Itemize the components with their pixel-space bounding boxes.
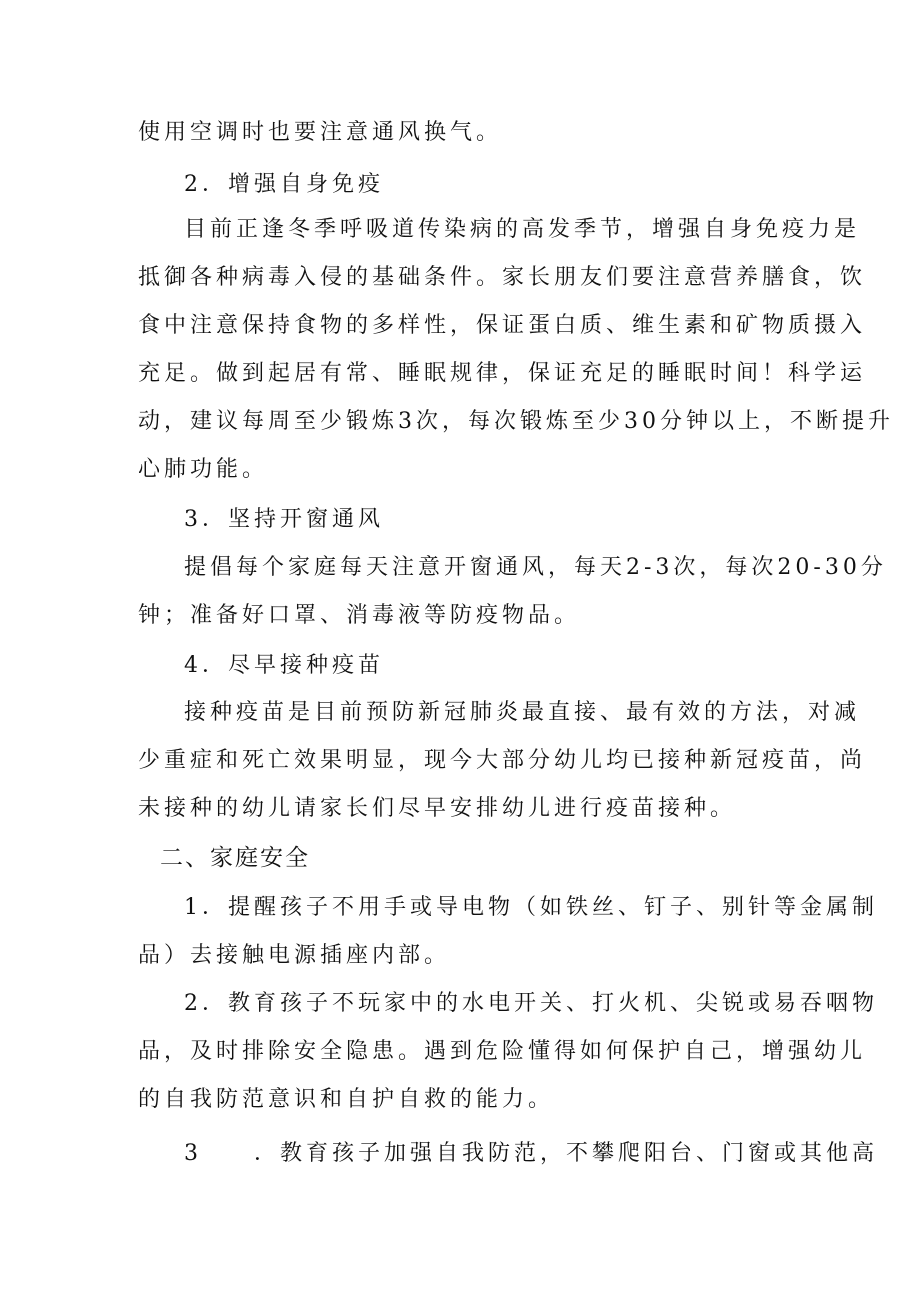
paragraph-line: 的自我防范意识和自护自救的能力。 [138,1087,555,1112]
paragraph-line: 目前正逢冬季呼吸道传染病的高发季节，增强自身免疫力是 [184,217,861,242]
paragraph-line: 提倡每个家庭每天注意开窗通风，每天2-3次，每次20-30分 [184,555,887,580]
paragraph-line: 充足。做到起居有常、睡眠规律，保证充足的睡眠时间！科学运 [138,361,867,386]
section-heading-immunity: 2．增强自身免疫 [184,172,384,197]
paragraph-line: 钟；准备好口罩、消毒液等防疫物品。 [138,603,581,628]
paragraph-line: 3 ．教育孩子加强自我防范，不攀爬阳台、门窗或其他高 [184,1141,878,1166]
paragraph-line: 心肺功能。 [138,457,269,482]
paragraph-line: 使用空调时也要注意通风换气。 [138,120,503,145]
paragraph-line: 抵御各种病毒入侵的基础条件。家长朋友们要注意营养膳食，饮 [138,265,867,290]
paragraph-line: 品）去接触电源插座内部。 [138,943,451,968]
paragraph-line: 食中注意保持食物的多样性，保证蛋白质、维生素和矿物质摄入 [138,313,867,338]
paragraph-line: 少重症和死亡效果明显，现今大部分幼儿均已接种新冠疫苗，尚 [138,748,867,773]
paragraph-line: 2．教育孩子不玩家中的水电开关、打火机、尖锐或易吞咽物 [184,991,878,1016]
section-heading-vaccine: 4．尽早接种疫苗 [184,653,384,678]
paragraph-line: 1．提醒孩子不用手或导电物（如铁丝、钉子、别针等金属制 [184,895,878,920]
paragraph-line: 未接种的幼儿请家长们尽早安排幼儿进行疫苗接种。 [138,796,737,821]
paragraph-line: 品，及时排除安全隐患。遇到危险懂得如何保护自己，增强幼儿 [138,1039,867,1064]
section-heading-ventilation: 3．坚持开窗通风 [184,507,384,532]
paragraph-line: 动，建议每周至少锻炼3次，每次锻炼至少30分钟以上，不断提升 [138,409,894,434]
chapter-heading-home-safety: 二、家庭安全 [160,845,310,871]
paragraph-line: 接种疫苗是目前预防新冠肺炎最直接、最有效的方法，对减 [184,700,861,725]
